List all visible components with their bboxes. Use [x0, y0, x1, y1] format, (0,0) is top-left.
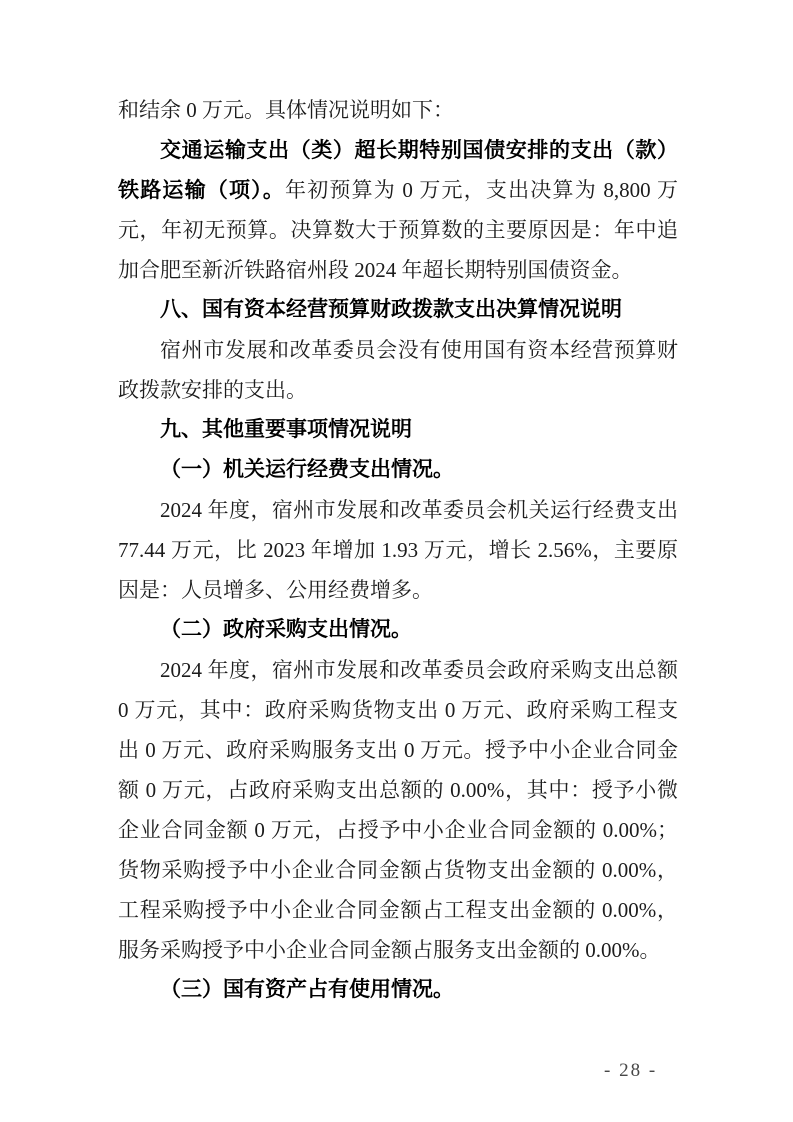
- body-paragraph: [118, 490, 678, 610]
- bold-text-run: 八、国有资本经营预算财政拨款支出决算情况说明: [160, 298, 622, 321]
- body-paragraph: [118, 650, 678, 970]
- text-run: 2024 年度，宿州市发展和改革委员会政府采购支出总额 0 万元，其中：政府采购货物支出 0 万元、政府采购工程支出 0 万元、政府采购服务支出 0 万元。授予中小企业合同金额 0 万元，占政府采购支出总额的 0.00%，其中：授予小微企业合同金额 0 万元，占授予中小企业合同金额的 0.00%；货物采购授予中小企业合同金额占货物支出金额的 0.00%，工程采购授予中小企业合同金额占工程支出金额的 0.00%，服务采购授予中小企业合同金额占服务支出金额的 0.00%。: [118, 658, 678, 962]
- body-paragraph: [118, 130, 678, 290]
- body-paragraph: [118, 330, 678, 410]
- section-heading: [118, 410, 678, 450]
- bold-text-run: （二）政府采购支出情况。: [160, 618, 412, 641]
- body-paragraph: [118, 90, 678, 130]
- text-run: 年初预算为 0 万元，支出决算为 8,800 万元，年初无预算。决算数大于预算数的主要原因是：年中追加合肥至新沂铁路宿州段 2024 年超长期特别国债资金。: [118, 178, 679, 282]
- bold-text-run: 交通运输支出（类）超长期特别国债安排的支出（款）铁路运输（项）。: [118, 138, 678, 202]
- page-number: - 28 -: [604, 1060, 658, 1081]
- bold-text-run: 九、其他重要事项情况说明: [160, 418, 412, 441]
- text-run: 和结余 0 万元。具体情况说明如下：: [118, 98, 454, 122]
- text-run: 宿州市发展和改革委员会没有使用国有资本经营预算财政拨款安排的支出。: [118, 338, 678, 402]
- bold-text-run: （三）国有资产占有使用情况。: [160, 978, 454, 1001]
- section-heading: [118, 610, 678, 650]
- section-heading: [118, 290, 678, 330]
- document-body: [118, 90, 678, 1010]
- section-heading: [118, 450, 678, 490]
- text-run: 2024 年度，宿州市发展和改革委员会机关运行经费支出 77.44 万元，比 2023 年增加 1.93 万元，增长 2.56%，主要原因是：人员增多、公用经费增多。: [118, 498, 678, 602]
- bold-text-run: （一）机关运行经费支出情况。: [160, 458, 454, 481]
- section-heading: [118, 970, 678, 1010]
